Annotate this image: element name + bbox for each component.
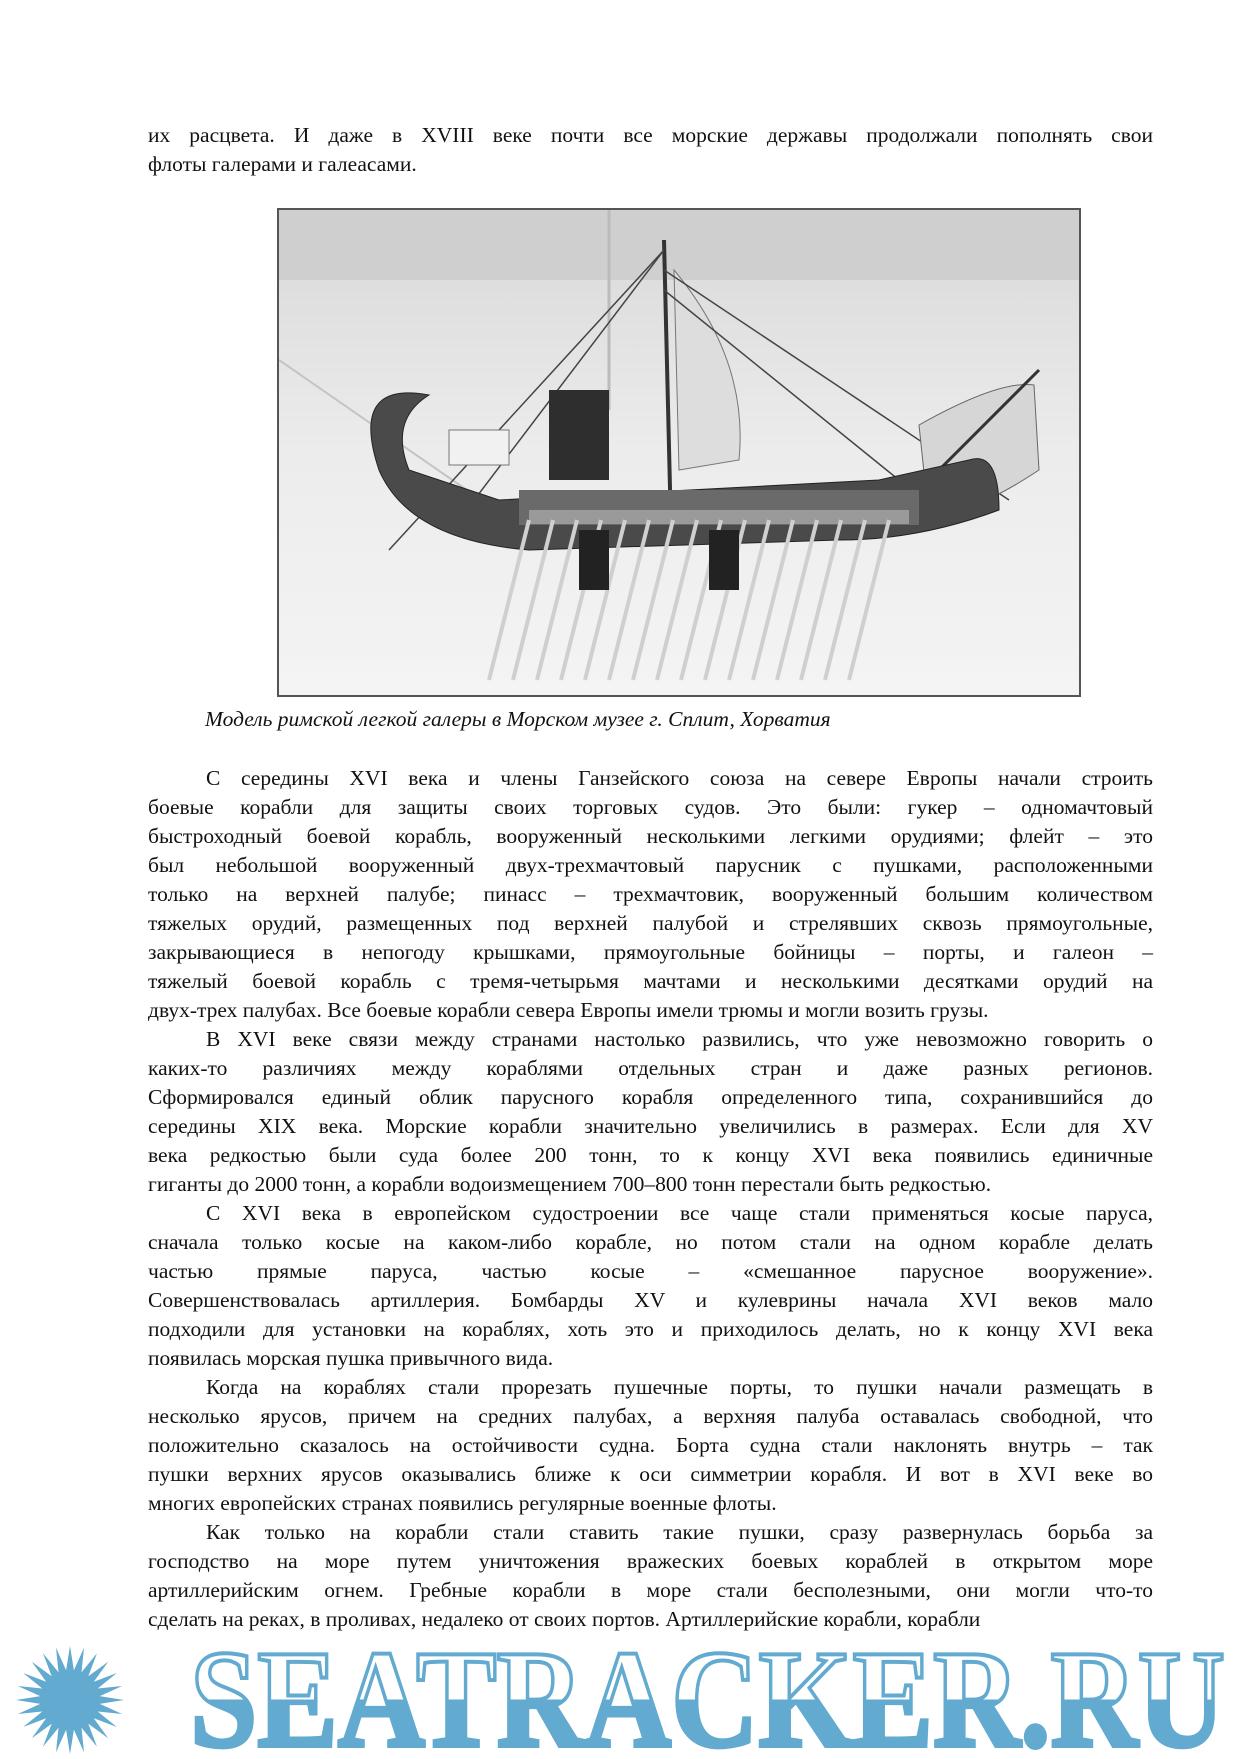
- galley-model-image: [279, 210, 1079, 695]
- text-line: несколько ярусов, причем на средних палубах, а верхняя палуба оставалась свободной, что: [148, 1404, 1153, 1428]
- text-line: каких-то различиях между кораблями отдельных стран и даже разных регионов.: [148, 1056, 1153, 1080]
- text-line: быстроходный боевой корабль, вооруженный несколькими легкими орудиями; флейт – это: [148, 824, 1153, 848]
- sun-logo-icon: [16, 1646, 124, 1754]
- text-line: только на верхней палубе; пинасс – трехмачтовик, вооруженный большим количеством: [148, 882, 1153, 906]
- text-line: их расцвета. И даже в XVIII веке почти все морские державы продолжали пополнять свои: [148, 123, 1153, 147]
- text-line: века редкостью были суда более 200 тонн, то к концу XVI века появились единичные: [148, 1143, 1153, 1167]
- text-line: сначала только косые на каком-либо корабле, но потом стали на одном корабле делать: [148, 1230, 1153, 1254]
- text-line: господство на море путем уничтожения вражеских боевых кораблей в открытом море: [148, 1549, 1153, 1573]
- text-line: артиллерийским огнем. Гребные корабли в море стали бесполезными, они могли что-то: [148, 1578, 1153, 1602]
- text-line: боевые корабли для защиты своих торговых судов. Это были: гукер – одномачтовый: [148, 795, 1153, 819]
- text-line: Совершенствовалась артиллерия. Бомбарды XV и кулеврины начала XVI веков мало: [148, 1288, 1153, 1312]
- text-line: закрывающиеся в непогоду крышками, прямоугольные бойницы – порты, и галеон –: [148, 940, 1153, 964]
- text-line: Как только на корабли стали ставить такие пушки, сразу развернулась борьба за: [206, 1520, 1153, 1544]
- text-line: Когда на кораблях стали прорезать пушечные порты, то пушки начали размещать в: [206, 1375, 1153, 1399]
- text-line: середины XIX века. Морские корабли значительно увеличились в размерах. Если для XV: [148, 1114, 1153, 1138]
- text-line: был небольшой вооруженный двух-трехмачтовый парусник с пушками, расположенными: [148, 853, 1153, 877]
- text-line: С середины XVI века и члены Ганзейского союза на севере Европы начали строить: [206, 766, 1153, 790]
- watermark-text: SEATRACKER.RU: [190, 1638, 1225, 1754]
- text-line: многих европейских странах появились регулярные военные флоты.: [148, 1491, 777, 1515]
- text-line: положительно сказалось на остойчивости судна. Борта судна стали наклонять внутрь – так: [148, 1433, 1153, 1457]
- seatracker-watermark: [0, 1638, 1240, 1754]
- text-line: В XVI веке связи между странами настолько развились, что уже невозможно говорить о: [206, 1027, 1153, 1051]
- text-line: флоты галерами и галеасами.: [148, 152, 417, 176]
- text-line: двух-трех палубах. Все боевые корабли севера Европы имели трюмы и могли возить грузы.: [148, 998, 989, 1022]
- text-line: С XVI века в европейском судостроении все чаще стали применяться косые паруса,: [206, 1201, 1153, 1225]
- text-line: появилась морская пушка привычного вида.: [148, 1346, 554, 1370]
- text-line: гиганты до 2000 тонн, а корабли водоизмещением 700–800 тонн перестали быть редкостью.: [148, 1172, 992, 1196]
- figure-caption: Модель римской легкой галеры в Морском музее г. Сплит, Хорватия: [205, 707, 831, 731]
- text-line: подходили для установки на кораблях, хоть это и приходилось делать, но к концу XVI века: [148, 1317, 1153, 1341]
- text-line: тяжелых орудий, размещенных под верхней палубой и стрелявших сквозь прямоугольные,: [148, 911, 1153, 935]
- text-line: сделать на реках, в проливах, недалеко от своих портов. Артиллерийские корабли, корабли: [148, 1607, 981, 1631]
- galley-model-photo: [277, 208, 1081, 697]
- text-line: частью прямые паруса, частью косые – «смешанное парусное вооружение».: [148, 1259, 1153, 1283]
- text-line: тяжелый боевой корабль с тремя-четырьмя мачтами и несколькими десятками орудий на: [148, 969, 1153, 993]
- text-line: пушки верхних ярусов оказывались ближе к оси симметрии корабля. И вот в XVI веке во: [148, 1462, 1153, 1486]
- text-line: Сформировался единый облик парусного корабля определенного типа, сохранившийся до: [148, 1085, 1153, 1109]
